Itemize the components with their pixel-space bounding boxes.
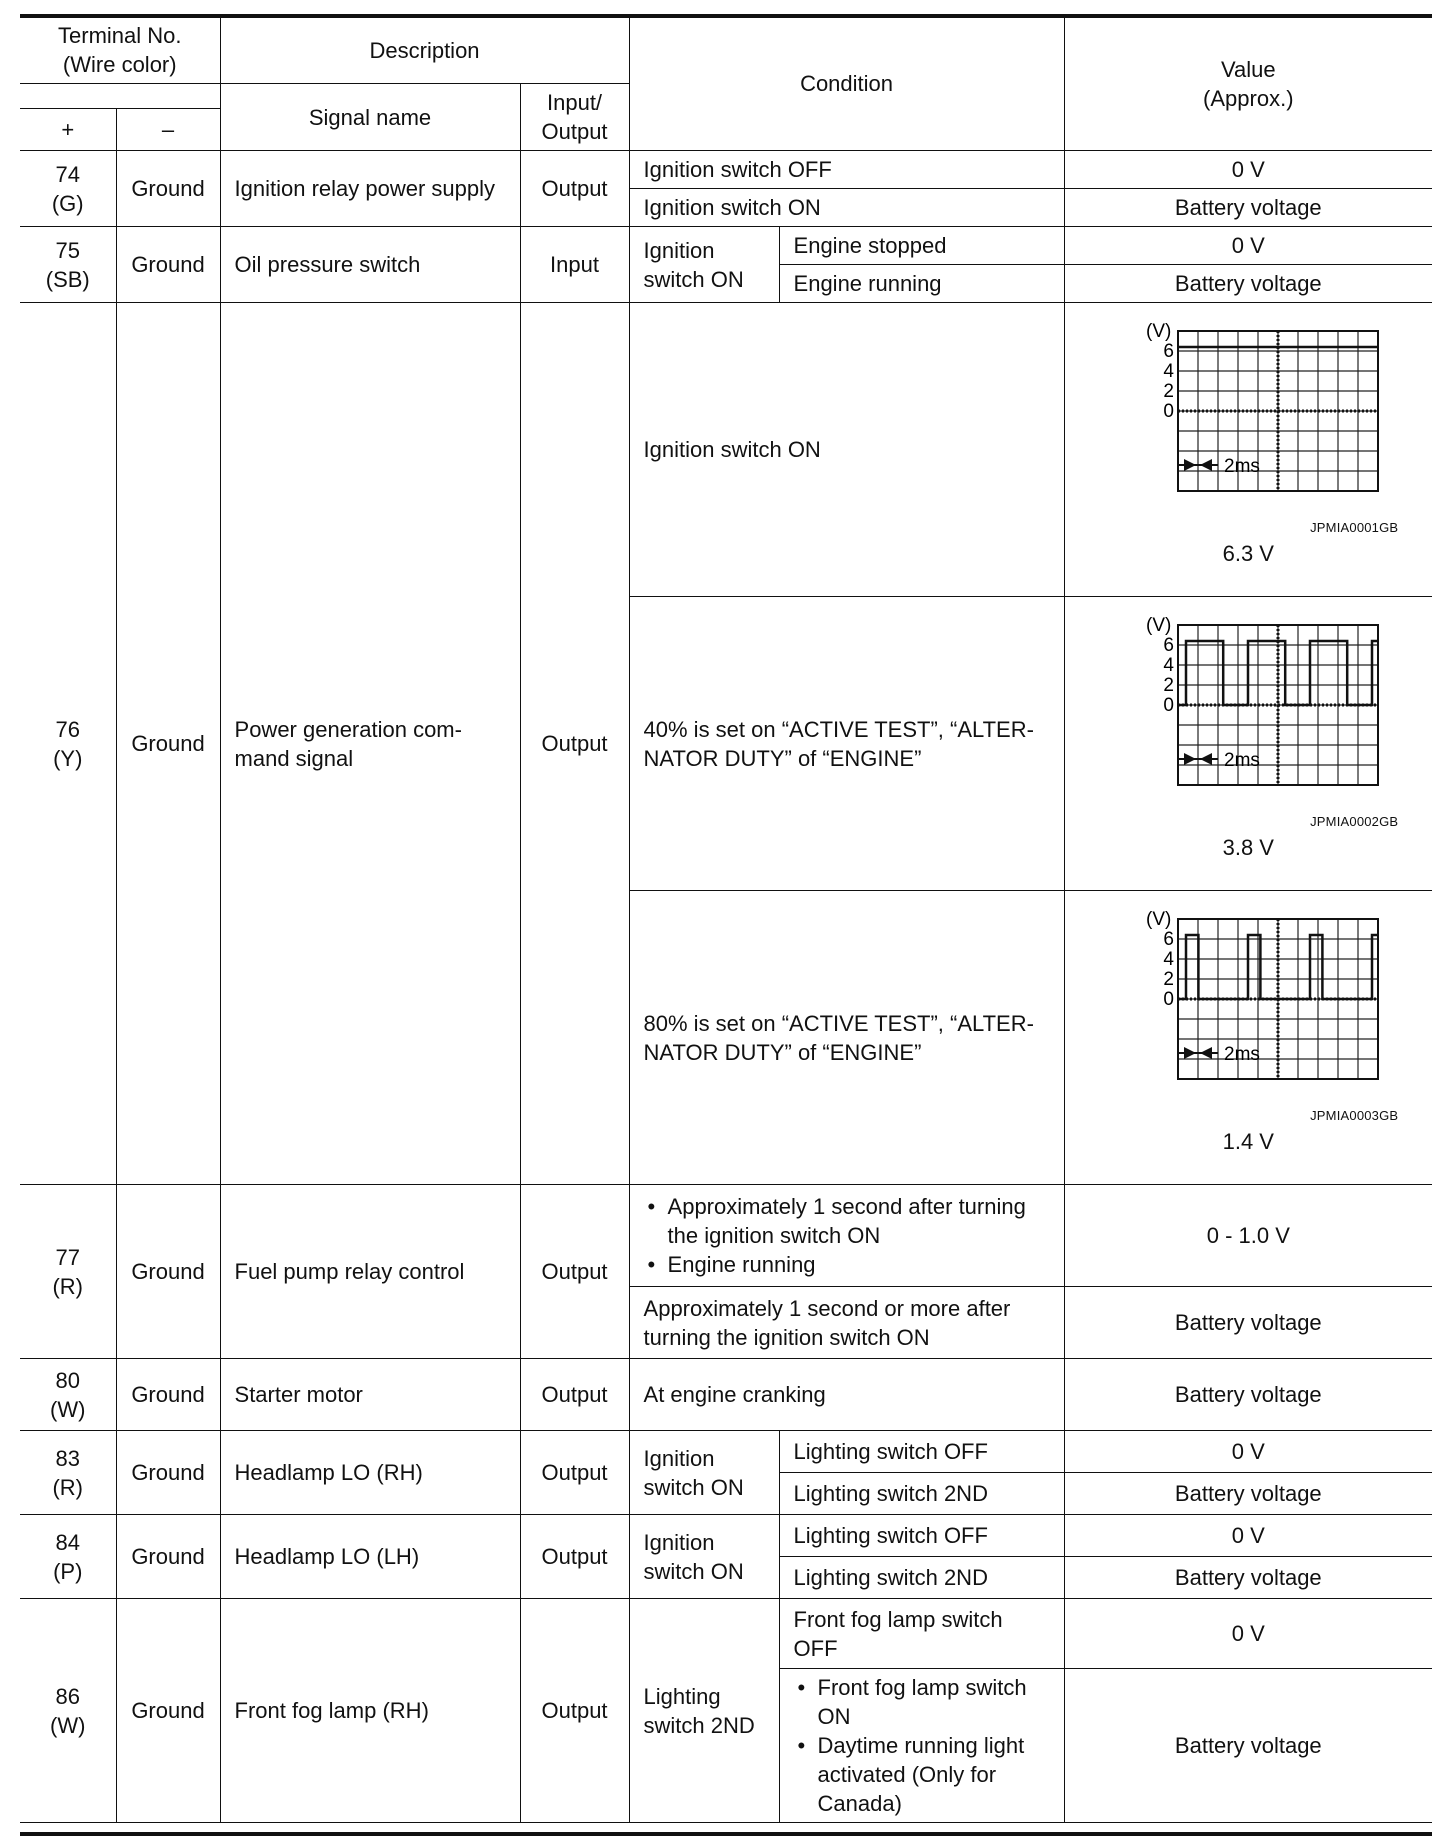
waveform-figure <box>1098 319 1398 581</box>
terminal-cell: 84 (P) <box>20 1515 116 1599</box>
condition-bullets <box>644 1192 1050 1279</box>
axis-unit-label: (V) <box>1146 908 1172 930</box>
table-row <box>20 1431 1432 1473</box>
axis-tick-label: 2 <box>1163 968 1175 990</box>
value-cell: Battery voltage <box>1064 1359 1432 1431</box>
axis-unit-label: (V) <box>1146 614 1172 636</box>
ground-cell: Ground <box>116 1431 220 1515</box>
axis-tick-label: 2 <box>1163 380 1175 402</box>
oscilloscope-graph <box>1098 613 1398 813</box>
table-row <box>20 227 1432 265</box>
list-item: • Approximately 1 second after turning the ignition switch ON <box>668 1192 1050 1250</box>
waveform-cell <box>1064 597 1432 891</box>
signal-cell: Oil pressure switch <box>220 227 520 303</box>
terminal-header: Terminal No. (Wire color) <box>20 17 220 84</box>
value-cell: Battery voltage <box>1064 265 1432 303</box>
terminal-cell: 77 (R) <box>20 1185 116 1359</box>
list-item: • Daytime running light activated (Only for Canada) <box>818 1731 1050 1818</box>
value-cell: Battery voltage <box>1064 189 1432 227</box>
figure-code: JPMIA0001GB <box>1310 519 1399 535</box>
value-cell: Battery voltage <box>1064 1557 1432 1599</box>
axis-tick-label: 0 <box>1163 694 1175 716</box>
ground-cell: Ground <box>116 1515 220 1599</box>
terminal-header-spacer <box>20 84 220 109</box>
list-item: • Engine running <box>668 1250 1050 1279</box>
ground-cell: Ground <box>116 227 220 303</box>
value-cell: Battery voltage <box>1064 1287 1432 1359</box>
value-cell: 0 V <box>1064 1599 1432 1669</box>
plus-header: + <box>20 108 116 150</box>
condition-cell <box>779 1669 1064 1823</box>
waveform-cell <box>1064 303 1432 597</box>
ground-cell: Ground <box>116 303 220 1185</box>
value-cell: Battery voltage <box>1064 1669 1432 1823</box>
condition-cell: 80% is set on “ACTIVE TEST”, “ALTER- NATOR DUTY” of “ENGINE” <box>629 891 1064 1185</box>
io-cell: Output <box>520 151 629 227</box>
signal-cell: Power generation com- mand signal <box>220 303 520 1185</box>
timebase-label: 2ms <box>1224 455 1261 477</box>
timebase-label: 2ms <box>1224 749 1261 771</box>
terminal-cell: 86 (W) <box>20 1599 116 1823</box>
terminal-cell: 76 (Y) <box>20 303 116 1185</box>
condition-cell: Engine running <box>779 265 1064 303</box>
axis-tick-label: 6 <box>1163 634 1175 656</box>
signal-cell: Ignition relay power supply <box>220 151 520 227</box>
condition-cell: Front fog lamp switch OFF <box>779 1599 1064 1669</box>
signal-cell: Front fog lamp (RH) <box>220 1599 520 1823</box>
condition-cell: Ignition switch OFF <box>629 151 1064 189</box>
condition-cell: Engine stopped <box>779 227 1064 265</box>
header-row-1 <box>20 17 1432 84</box>
axis-tick-label: 4 <box>1163 360 1175 382</box>
condition-header: Condition <box>629 17 1064 151</box>
condition-cell: Lighting switch OFF <box>779 1431 1064 1473</box>
table-row <box>20 1515 1432 1557</box>
ground-cell: Ground <box>116 1599 220 1823</box>
table-row <box>20 1599 1432 1669</box>
terminal-cell: 75 (SB) <box>20 227 116 303</box>
condition-cell: Lighting switch 2ND <box>779 1557 1064 1599</box>
io-cell: Output <box>520 303 629 1185</box>
value-cell: 0 - 1.0 V <box>1064 1185 1432 1287</box>
table-row <box>20 151 1432 189</box>
axis-tick-label: 0 <box>1163 988 1175 1010</box>
signal-cell: Headlamp LO (LH) <box>220 1515 520 1599</box>
waveform-figure <box>1098 907 1398 1169</box>
io-cell: Output <box>520 1599 629 1823</box>
signal-cell: Headlamp LO (RH) <box>220 1431 520 1515</box>
oscilloscope-graph <box>1098 319 1398 519</box>
oscilloscope-graph <box>1098 907 1398 1107</box>
condition-cell: Approximately 1 second or more after turning the ignition switch ON <box>629 1287 1064 1359</box>
condition-cell: At engine cranking <box>629 1359 1064 1431</box>
condition-cell: 40% is set on “ACTIVE TEST”, “ALTER- NATOR DUTY” of “ENGINE” <box>629 597 1064 891</box>
waveform-cell <box>1064 891 1432 1185</box>
value-cell: 0 V <box>1064 1515 1432 1557</box>
timebase-label: 2ms <box>1224 1043 1261 1065</box>
value-cell: Battery voltage <box>1064 1473 1432 1515</box>
list-item: • Front fog lamp switch ON <box>818 1673 1050 1731</box>
condition-group-cell: Ignition switch ON <box>629 227 779 303</box>
condition-group-cell: Lighting switch 2ND <box>629 1599 779 1823</box>
io-cell: Output <box>520 1431 629 1515</box>
axis-tick-label: 4 <box>1163 654 1175 676</box>
io-header: Input/ Output <box>520 84 629 151</box>
description-header: Description <box>220 17 629 84</box>
waveform-value: 3.8 V <box>1222 834 1274 860</box>
condition-cell: Ignition switch ON <box>629 189 1064 227</box>
ground-cell: Ground <box>116 1359 220 1431</box>
condition-cell: Lighting switch OFF <box>779 1515 1064 1557</box>
condition-group-cell: Ignition switch ON <box>629 1515 779 1599</box>
table-row <box>20 1359 1432 1431</box>
condition-group-cell: Ignition switch ON <box>629 1431 779 1515</box>
figure-code: JPMIA0003GB <box>1310 1107 1399 1123</box>
minus-header: – <box>116 108 220 150</box>
io-cell: Input <box>520 227 629 303</box>
value-cell: 0 V <box>1064 151 1432 189</box>
table-row <box>20 303 1432 597</box>
ground-cell: Ground <box>116 151 220 227</box>
axis-tick-label: 6 <box>1163 928 1175 950</box>
figure-code: JPMIA0002GB <box>1310 813 1399 829</box>
ground-cell: Ground <box>116 1185 220 1359</box>
waveform-figure <box>1098 613 1398 875</box>
signal-cell: Starter motor <box>220 1359 520 1431</box>
terminal-cell: 83 (R) <box>20 1431 116 1515</box>
condition-cell: Ignition switch ON <box>629 303 1064 597</box>
ecm-terminal-table <box>20 16 1432 1823</box>
waveform-value: 6.3 V <box>1222 540 1274 566</box>
value-cell: 0 V <box>1064 227 1432 265</box>
table-row <box>20 1185 1432 1287</box>
value-header: Value (Approx.) <box>1064 17 1432 151</box>
waveform-value: 1.4 V <box>1222 1128 1274 1154</box>
condition-cell <box>629 1185 1064 1287</box>
condition-bullets <box>794 1673 1050 1818</box>
condition-cell: Lighting switch 2ND <box>779 1473 1064 1515</box>
signal-name-header: Signal name <box>220 84 520 151</box>
io-cell: Output <box>520 1185 629 1359</box>
terminal-cell: 74 (G) <box>20 151 116 227</box>
io-cell: Output <box>520 1515 629 1599</box>
table-bottom-rule <box>20 1832 1432 1836</box>
terminal-cell: 80 (W) <box>20 1359 116 1431</box>
axis-tick-label: 0 <box>1163 400 1175 422</box>
signal-cell: Fuel pump relay control <box>220 1185 520 1359</box>
value-cell: 0 V <box>1064 1431 1432 1473</box>
axis-unit-label: (V) <box>1146 320 1172 342</box>
io-cell: Output <box>520 1359 629 1431</box>
axis-tick-label: 4 <box>1163 948 1175 970</box>
axis-tick-label: 2 <box>1163 674 1175 696</box>
axis-tick-label: 6 <box>1163 340 1175 362</box>
